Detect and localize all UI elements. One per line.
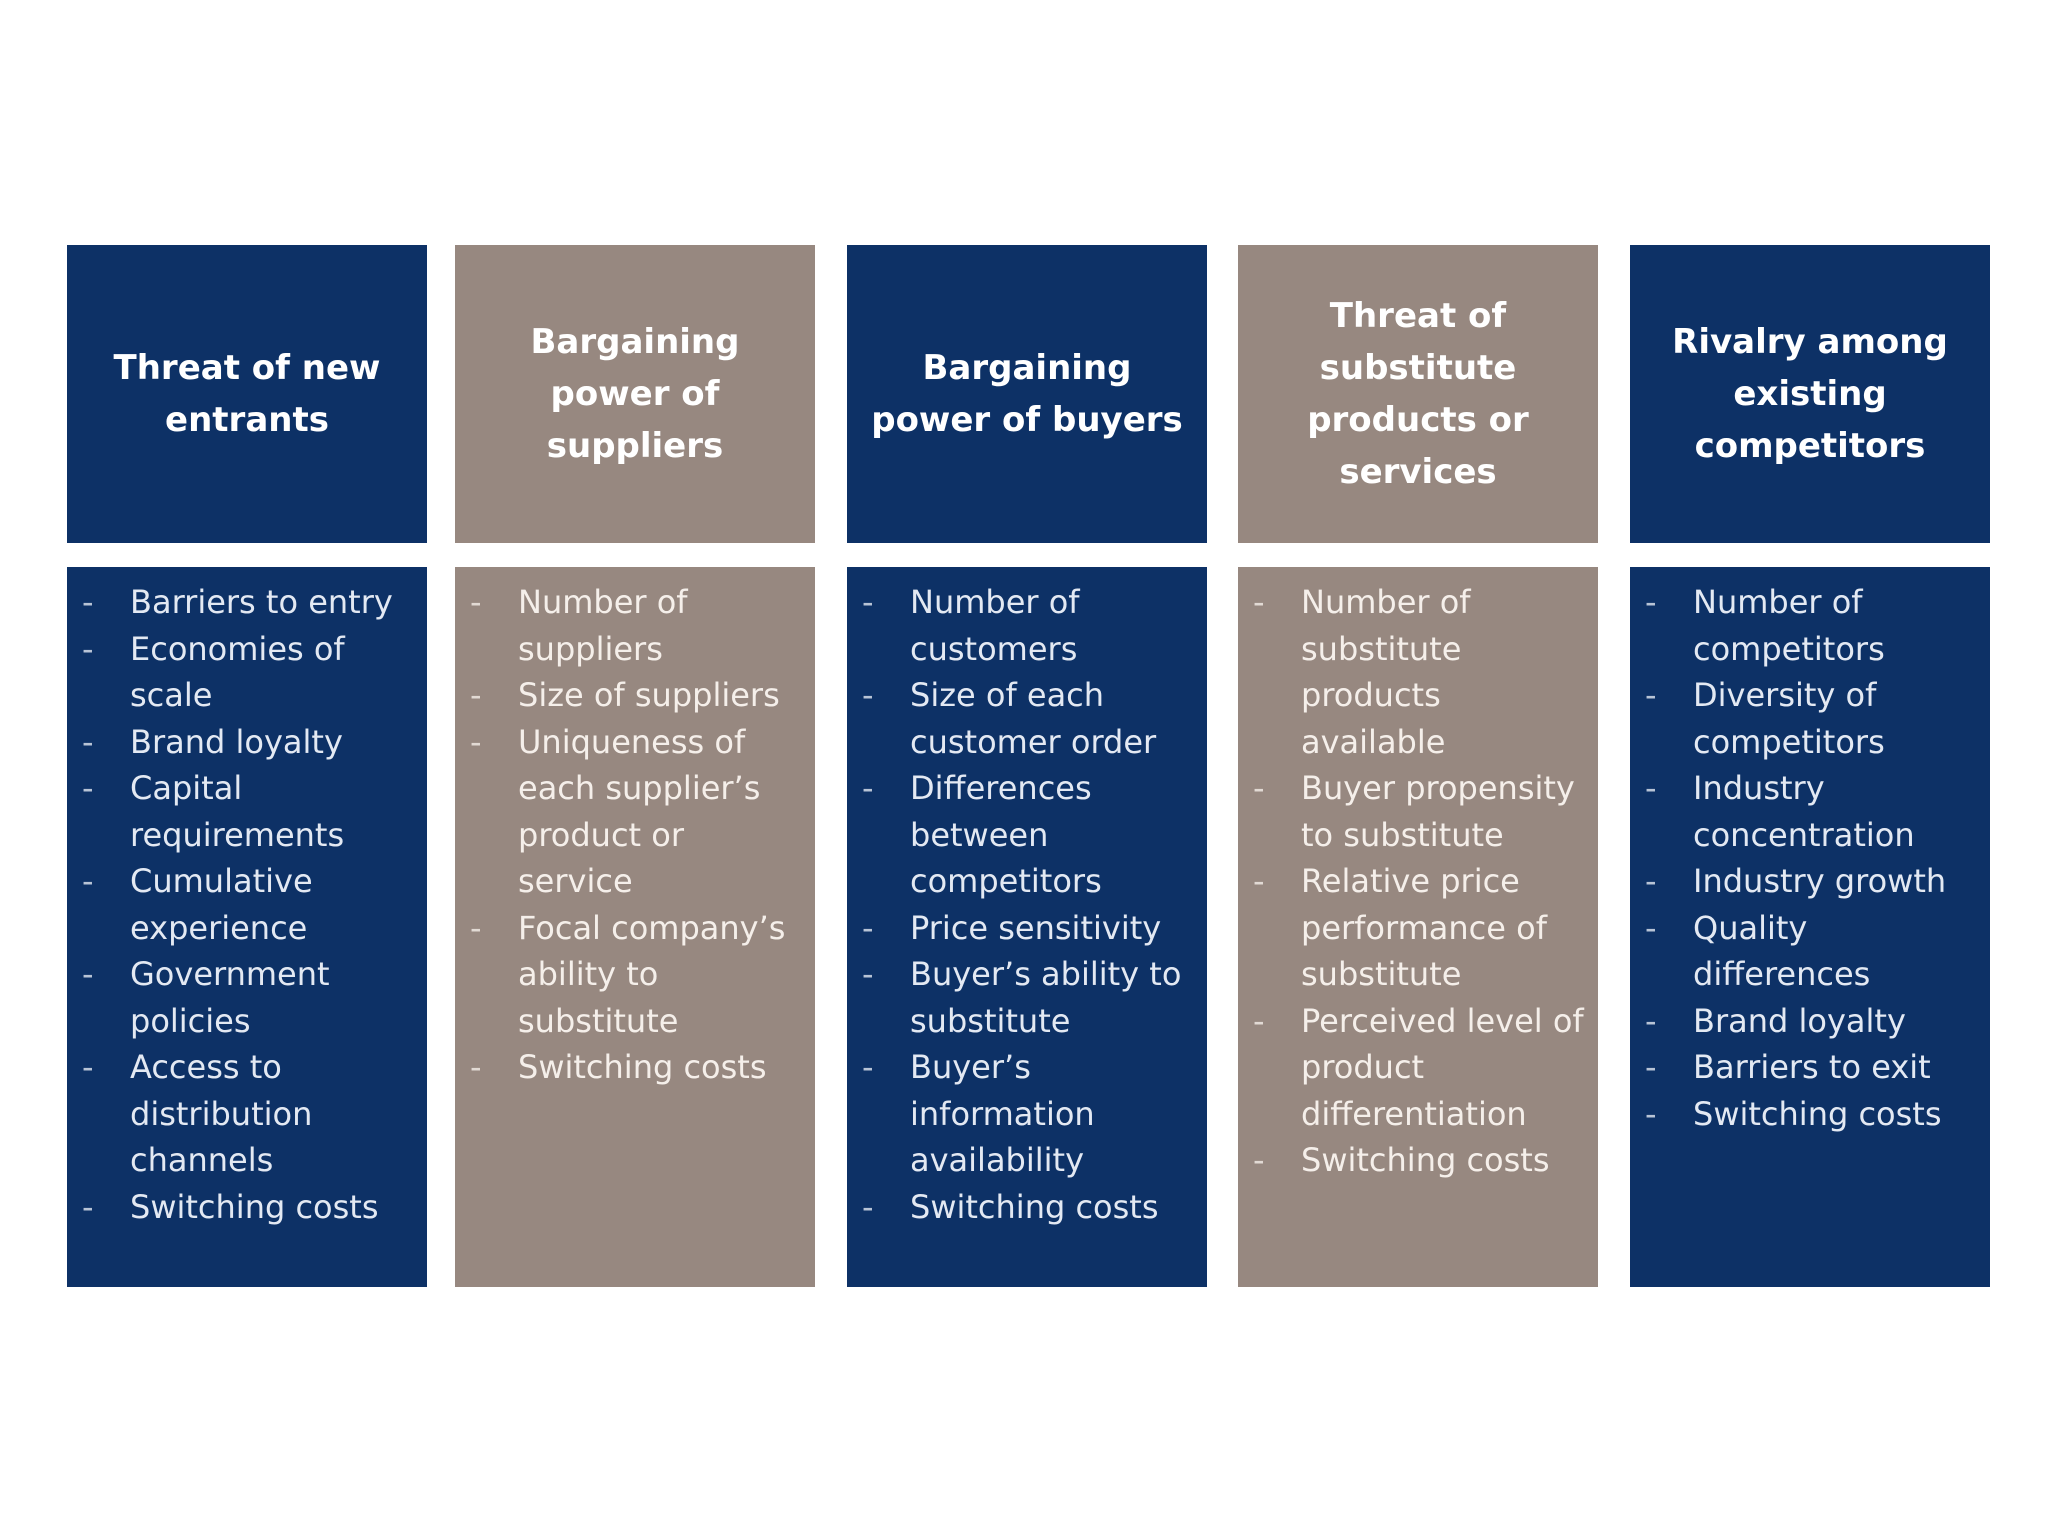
factor-list-panel [1630,567,1990,1287]
dash-bullet-icon: - [82,629,94,668]
factor-text: Barriers to exit [1693,1048,1931,1086]
factor-text: Diversity of competitors [1693,676,1885,761]
force-title: Bargaining power of suppliers [455,245,815,543]
factor-item [1238,858,1590,998]
factor-text: Switching costs [130,1187,379,1226]
factor-item [67,626,419,719]
dash-bullet-icon: - [1645,1001,1657,1040]
factor-list [1630,579,1982,1137]
factor-text: Number of customers [910,583,1080,668]
factor-item [1630,858,1982,905]
factor-list-panel [455,567,815,1287]
factor-list-panel [67,567,427,1287]
factor-list [847,579,1199,1230]
dash-bullet-icon: - [862,676,874,714]
factor-text: Industry growth [1693,862,1947,900]
force-column-substitutes [1238,245,1598,1287]
factor-item [847,765,1199,905]
factor-item [1630,998,1982,1045]
factor-item [455,905,807,1045]
dash-bullet-icon: - [470,908,482,947]
factor-list [67,579,419,1230]
dash-bullet-icon: - [862,908,874,947]
dash-bullet-icon: - [1645,908,1657,947]
factor-item [67,579,419,626]
dash-bullet-icon: - [1253,1001,1265,1040]
force-column-buyer-power [847,245,1207,1287]
factor-text: Switching costs [518,1048,767,1086]
dash-bullet-icon: - [862,583,874,621]
dash-bullet-icon: - [470,722,482,761]
force-column-rivalry [1630,245,1990,1287]
factor-text: Cumulative experience [130,862,313,947]
factor-text: Buyer’s information availability [910,1048,1095,1179]
dash-bullet-icon: - [862,955,874,993]
force-title: Threat of new entrants [67,245,427,543]
dash-bullet-icon: - [862,1187,874,1226]
factor-text: Buyer’s ability to substitute [910,955,1182,1040]
factor-item [1630,765,1982,858]
dash-bullet-icon: - [82,1187,94,1226]
factor-item [1630,1091,1982,1138]
factor-text: Relative price performance of substitute [1301,862,1547,993]
factor-item [67,1044,419,1184]
factor-item [1238,765,1590,858]
factor-text: Perceived level of product differentiation [1301,1001,1584,1133]
dash-bullet-icon: - [82,769,94,807]
force-title: Rivalry among existing competitors [1630,245,1990,543]
factor-item [847,579,1199,672]
dash-bullet-icon: - [470,676,482,714]
dash-bullet-icon: - [1253,583,1265,621]
factor-text: Quality differences [1693,908,1871,993]
dash-bullet-icon: - [1645,862,1657,900]
factor-text: Number of suppliers [518,583,688,668]
factor-text: Number of competitors [1693,583,1885,668]
dash-bullet-icon: - [1645,676,1657,714]
factor-text: Industry concentration [1693,769,1915,854]
factor-item [67,765,419,858]
factor-item [847,905,1199,952]
factor-list-panel [1238,567,1598,1287]
factor-text: Barriers to entry [130,583,393,621]
factor-text: Switching costs [1301,1141,1550,1179]
dash-bullet-icon: - [1645,769,1657,807]
factor-text: Switching costs [1693,1094,1942,1133]
factor-item [455,672,807,719]
factor-item [1630,672,1982,765]
factor-item [455,579,807,672]
factor-text: Focal company’s ability to substitute [518,908,786,1040]
dash-bullet-icon: - [1253,862,1265,900]
factor-item [1238,1137,1590,1184]
factor-text: Uniqueness of each supplier’s product or service [518,722,761,900]
dash-bullet-icon: - [82,955,94,993]
factor-text: Capital requirements [130,769,345,854]
factor-text: Differences between competitors [910,769,1102,900]
factor-item [67,951,419,1044]
force-column-supplier-power [455,245,815,1287]
factor-text: Number of substitute products available [1301,583,1471,761]
dash-bullet-icon: - [862,1048,874,1086]
factor-text: Size of suppliers [518,676,780,714]
factor-item [847,1184,1199,1231]
factor-list [455,579,807,1091]
dash-bullet-icon: - [82,862,94,900]
factor-item [455,719,807,905]
factor-item [847,951,1199,1044]
force-column-new-entrants [67,245,427,1287]
factor-text: Size of each customer order [910,676,1157,761]
force-title: Threat of substitute products or services [1238,245,1598,543]
factor-item [455,1044,807,1091]
dash-bullet-icon: - [470,1048,482,1086]
dash-bullet-icon: - [82,722,94,761]
factor-text: Economies of scale [130,629,345,714]
dash-bullet-icon: - [1253,769,1265,807]
factor-item [67,1184,419,1231]
factor-item [1630,579,1982,672]
factor-item [67,858,419,951]
factor-text: Brand loyalty [1693,1001,1906,1040]
factor-list-panel [847,567,1207,1287]
five-forces-diagram [67,245,1990,1287]
factor-text: Price sensitivity [910,908,1162,947]
factor-text: Access to distribution channels [130,1048,313,1179]
force-title: Bargaining power of buyers [847,245,1207,543]
dash-bullet-icon: - [82,583,94,621]
dash-bullet-icon: - [1645,1048,1657,1086]
dash-bullet-icon: - [470,583,482,621]
factor-text: Switching costs [910,1187,1159,1226]
dash-bullet-icon: - [1645,583,1657,621]
dash-bullet-icon: - [82,1048,94,1086]
factor-text: Brand loyalty [130,722,343,761]
factor-item [847,672,1199,765]
factor-item [1630,905,1982,998]
factor-text: Buyer propensity to substitute [1301,769,1575,854]
factor-item [1238,579,1590,765]
factor-list [1238,579,1590,1184]
factor-item [1238,998,1590,1138]
dash-bullet-icon: - [1253,1141,1265,1179]
dash-bullet-icon: - [862,769,874,807]
factor-item [1630,1044,1982,1091]
dash-bullet-icon: - [1645,1094,1657,1133]
factor-text: Government policies [130,955,330,1040]
factor-item [847,1044,1199,1184]
factor-item [67,719,419,766]
